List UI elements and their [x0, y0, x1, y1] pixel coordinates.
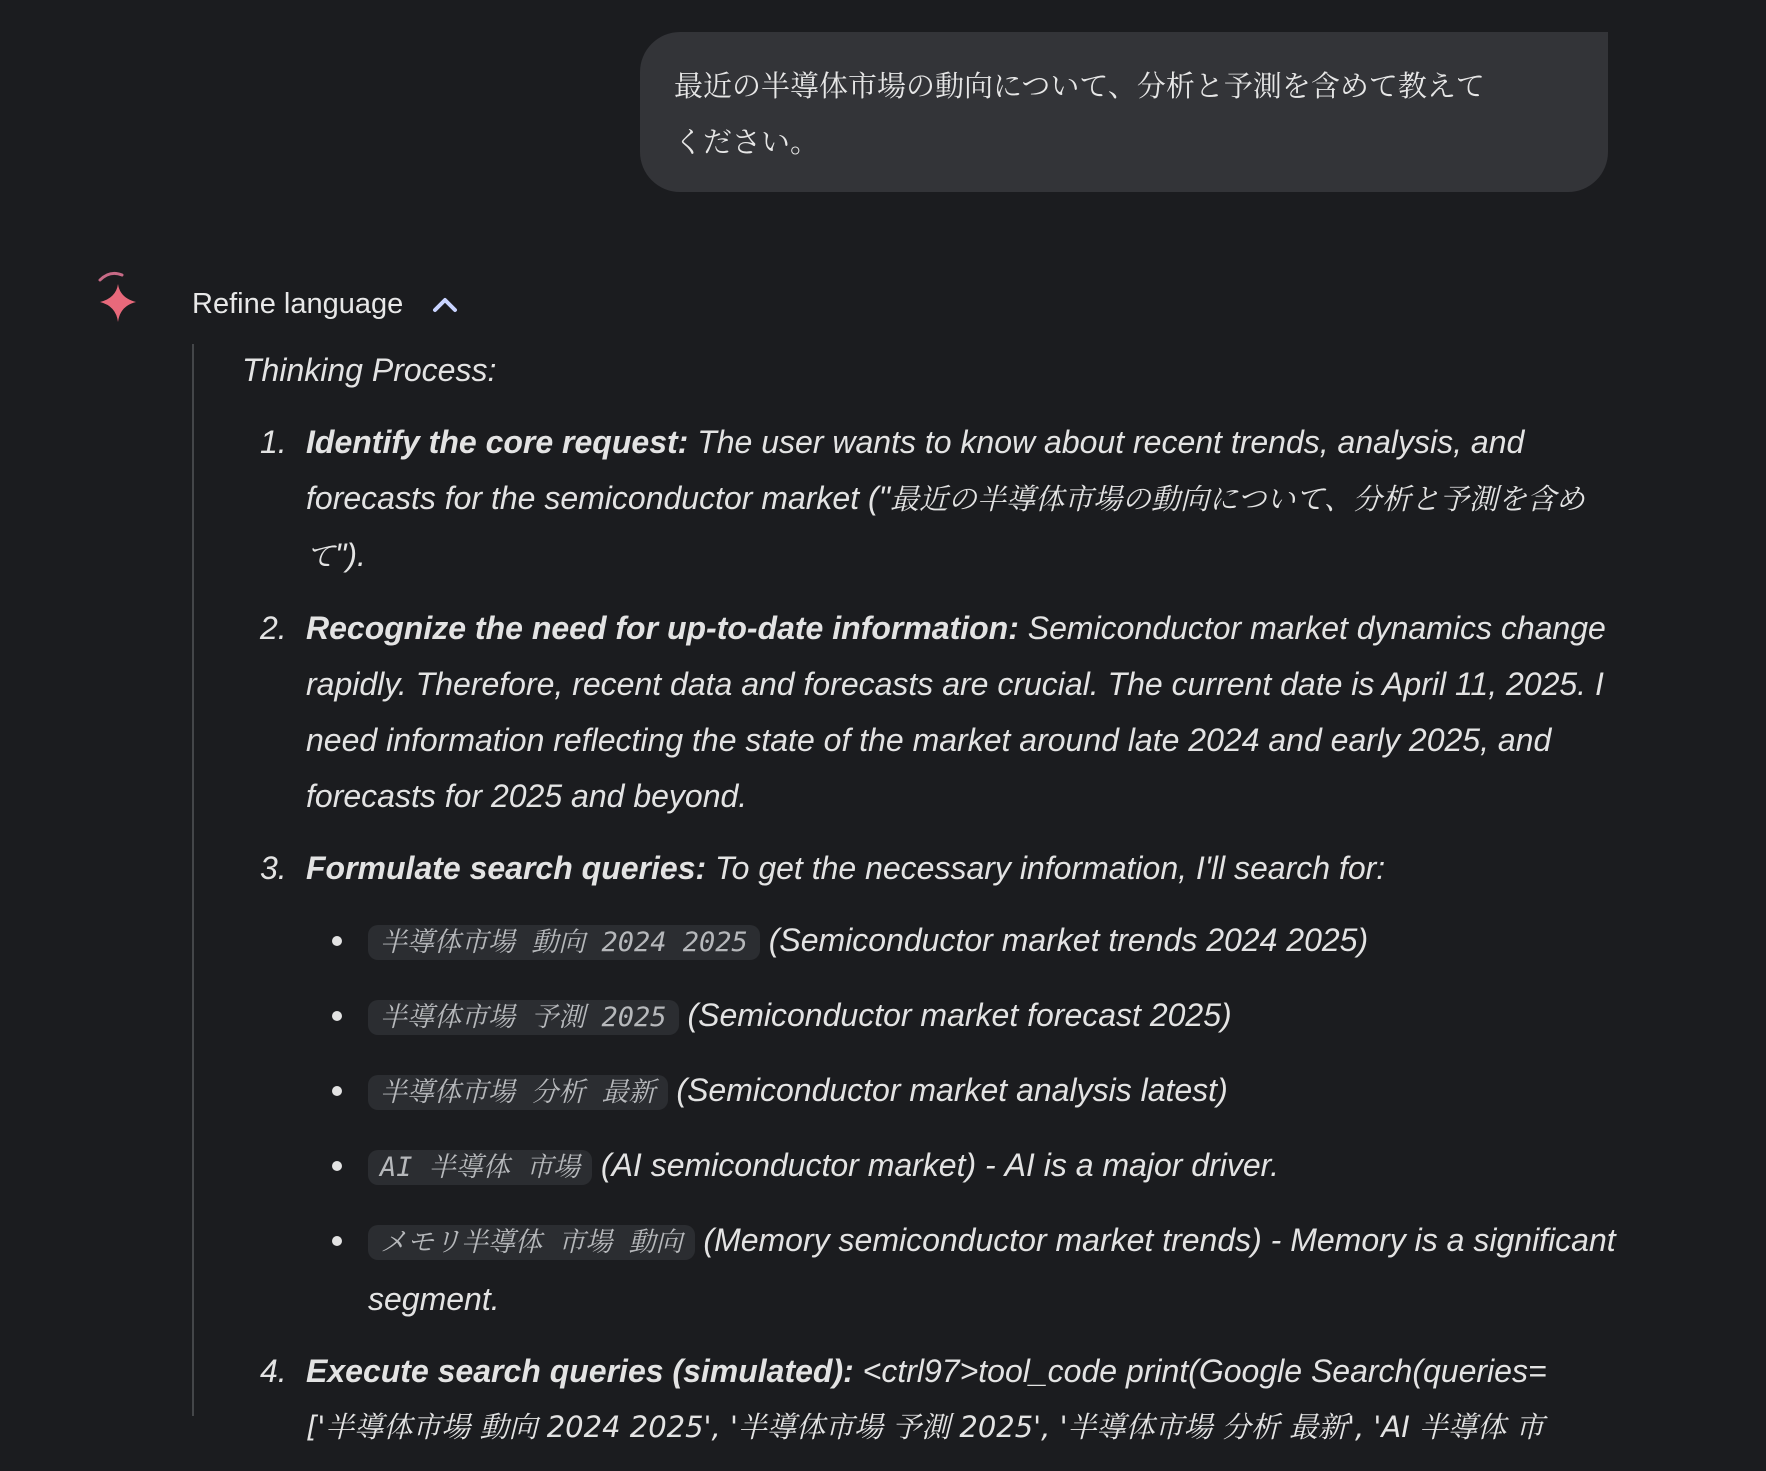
- query-description: (AI semiconductor market) - AI is a major driver.: [592, 1147, 1280, 1183]
- gemini-spark-icon: [96, 270, 146, 326]
- search-query-item: [306, 912, 1622, 971]
- step-heading: Execute search queries (simulated):: [306, 1353, 854, 1389]
- query-code: メモリ半導体 市場 動向: [368, 1225, 695, 1260]
- search-query-item: [306, 1137, 1622, 1196]
- bullet-icon: [332, 1086, 342, 1096]
- thinking-toggle[interactable]: [192, 282, 459, 326]
- step-text: Semiconductor market dynamics change rapidly. Therefore, recent data and forecasts are crucial. The current date is April 11, 2025. I need information reflecting the state of the market around late 2024 and early 2025, and forecasts for 2025 and beyond.: [306, 610, 1606, 814]
- query-code: 半導体市場 動向 2024 2025: [368, 925, 760, 960]
- thinking-step: [242, 600, 1622, 824]
- user-message-bubble: [640, 32, 1608, 192]
- step-text: The user wants to know about recent trends, analysis, and forecasts for the semiconductor market (": [306, 424, 1525, 516]
- step-number: 4.: [260, 1353, 287, 1389]
- step-number: 1.: [260, 424, 287, 460]
- step-text-japanese: 最近の半導体市場の動向について、分析と予測を含めて: [306, 482, 1585, 573]
- search-query-item: [306, 987, 1622, 1046]
- step-number: 3.: [260, 850, 287, 886]
- thinking-step: [242, 1343, 1622, 1455]
- thinking-intro: Thinking Process:: [242, 352, 497, 388]
- query-code: 半導体市場 予測 2025: [368, 1000, 679, 1035]
- chevron-up-icon: [431, 294, 459, 314]
- step-heading: Identify the core request:: [306, 424, 689, 460]
- user-message-line-1: 最近の半導体市場の動向について、分析と予測を含めて教えて: [674, 69, 1485, 103]
- step-number: 2.: [260, 610, 287, 646]
- search-query-list: [306, 912, 1622, 1327]
- thinking-title: Refine language: [192, 287, 404, 320]
- bullet-icon: [332, 1236, 342, 1246]
- step-text: <ctrl97>tool_code print(Google Search(queries=: [853, 1353, 1547, 1389]
- thinking-step: [242, 840, 1622, 1327]
- step-heading: Recognize the need for up-to-date information:: [306, 610, 1019, 646]
- thinking-rail: [192, 344, 194, 1416]
- search-query-item: [306, 1212, 1622, 1327]
- bullet-icon: [332, 936, 342, 946]
- thinking-steps: [242, 414, 1622, 1455]
- search-query-item: [306, 1062, 1622, 1121]
- query-description: (Semiconductor market trends 2024 2025): [759, 922, 1369, 958]
- thinking-step: [242, 414, 1622, 584]
- query-code: 半導体市場 分析 最新: [368, 1075, 668, 1110]
- thinking-content: [242, 342, 1622, 1471]
- bullet-icon: [332, 1011, 342, 1021]
- step-code-continuation: ['半導体市場 動向 2024 2025', '半導体市場 予測 2025', '半導体市場 分析 最新', 'AI 半導体 市: [306, 1410, 1545, 1444]
- step-text-end: ").: [335, 537, 366, 573]
- query-description: (Semiconductor market analysis latest): [667, 1072, 1228, 1108]
- step-text: To get the necessary information, I'll search for:: [706, 850, 1386, 886]
- query-code: AI 半導体 市場: [368, 1150, 592, 1185]
- user-message-line-2: ください。: [674, 125, 820, 159]
- step-heading: Formulate search queries:: [306, 850, 707, 886]
- query-description: (Memory semiconductor market trends) - Memory is a significant segment.: [368, 1222, 1616, 1317]
- bullet-icon: [332, 1161, 342, 1171]
- query-description: (Semiconductor market forecast 2025): [678, 997, 1232, 1033]
